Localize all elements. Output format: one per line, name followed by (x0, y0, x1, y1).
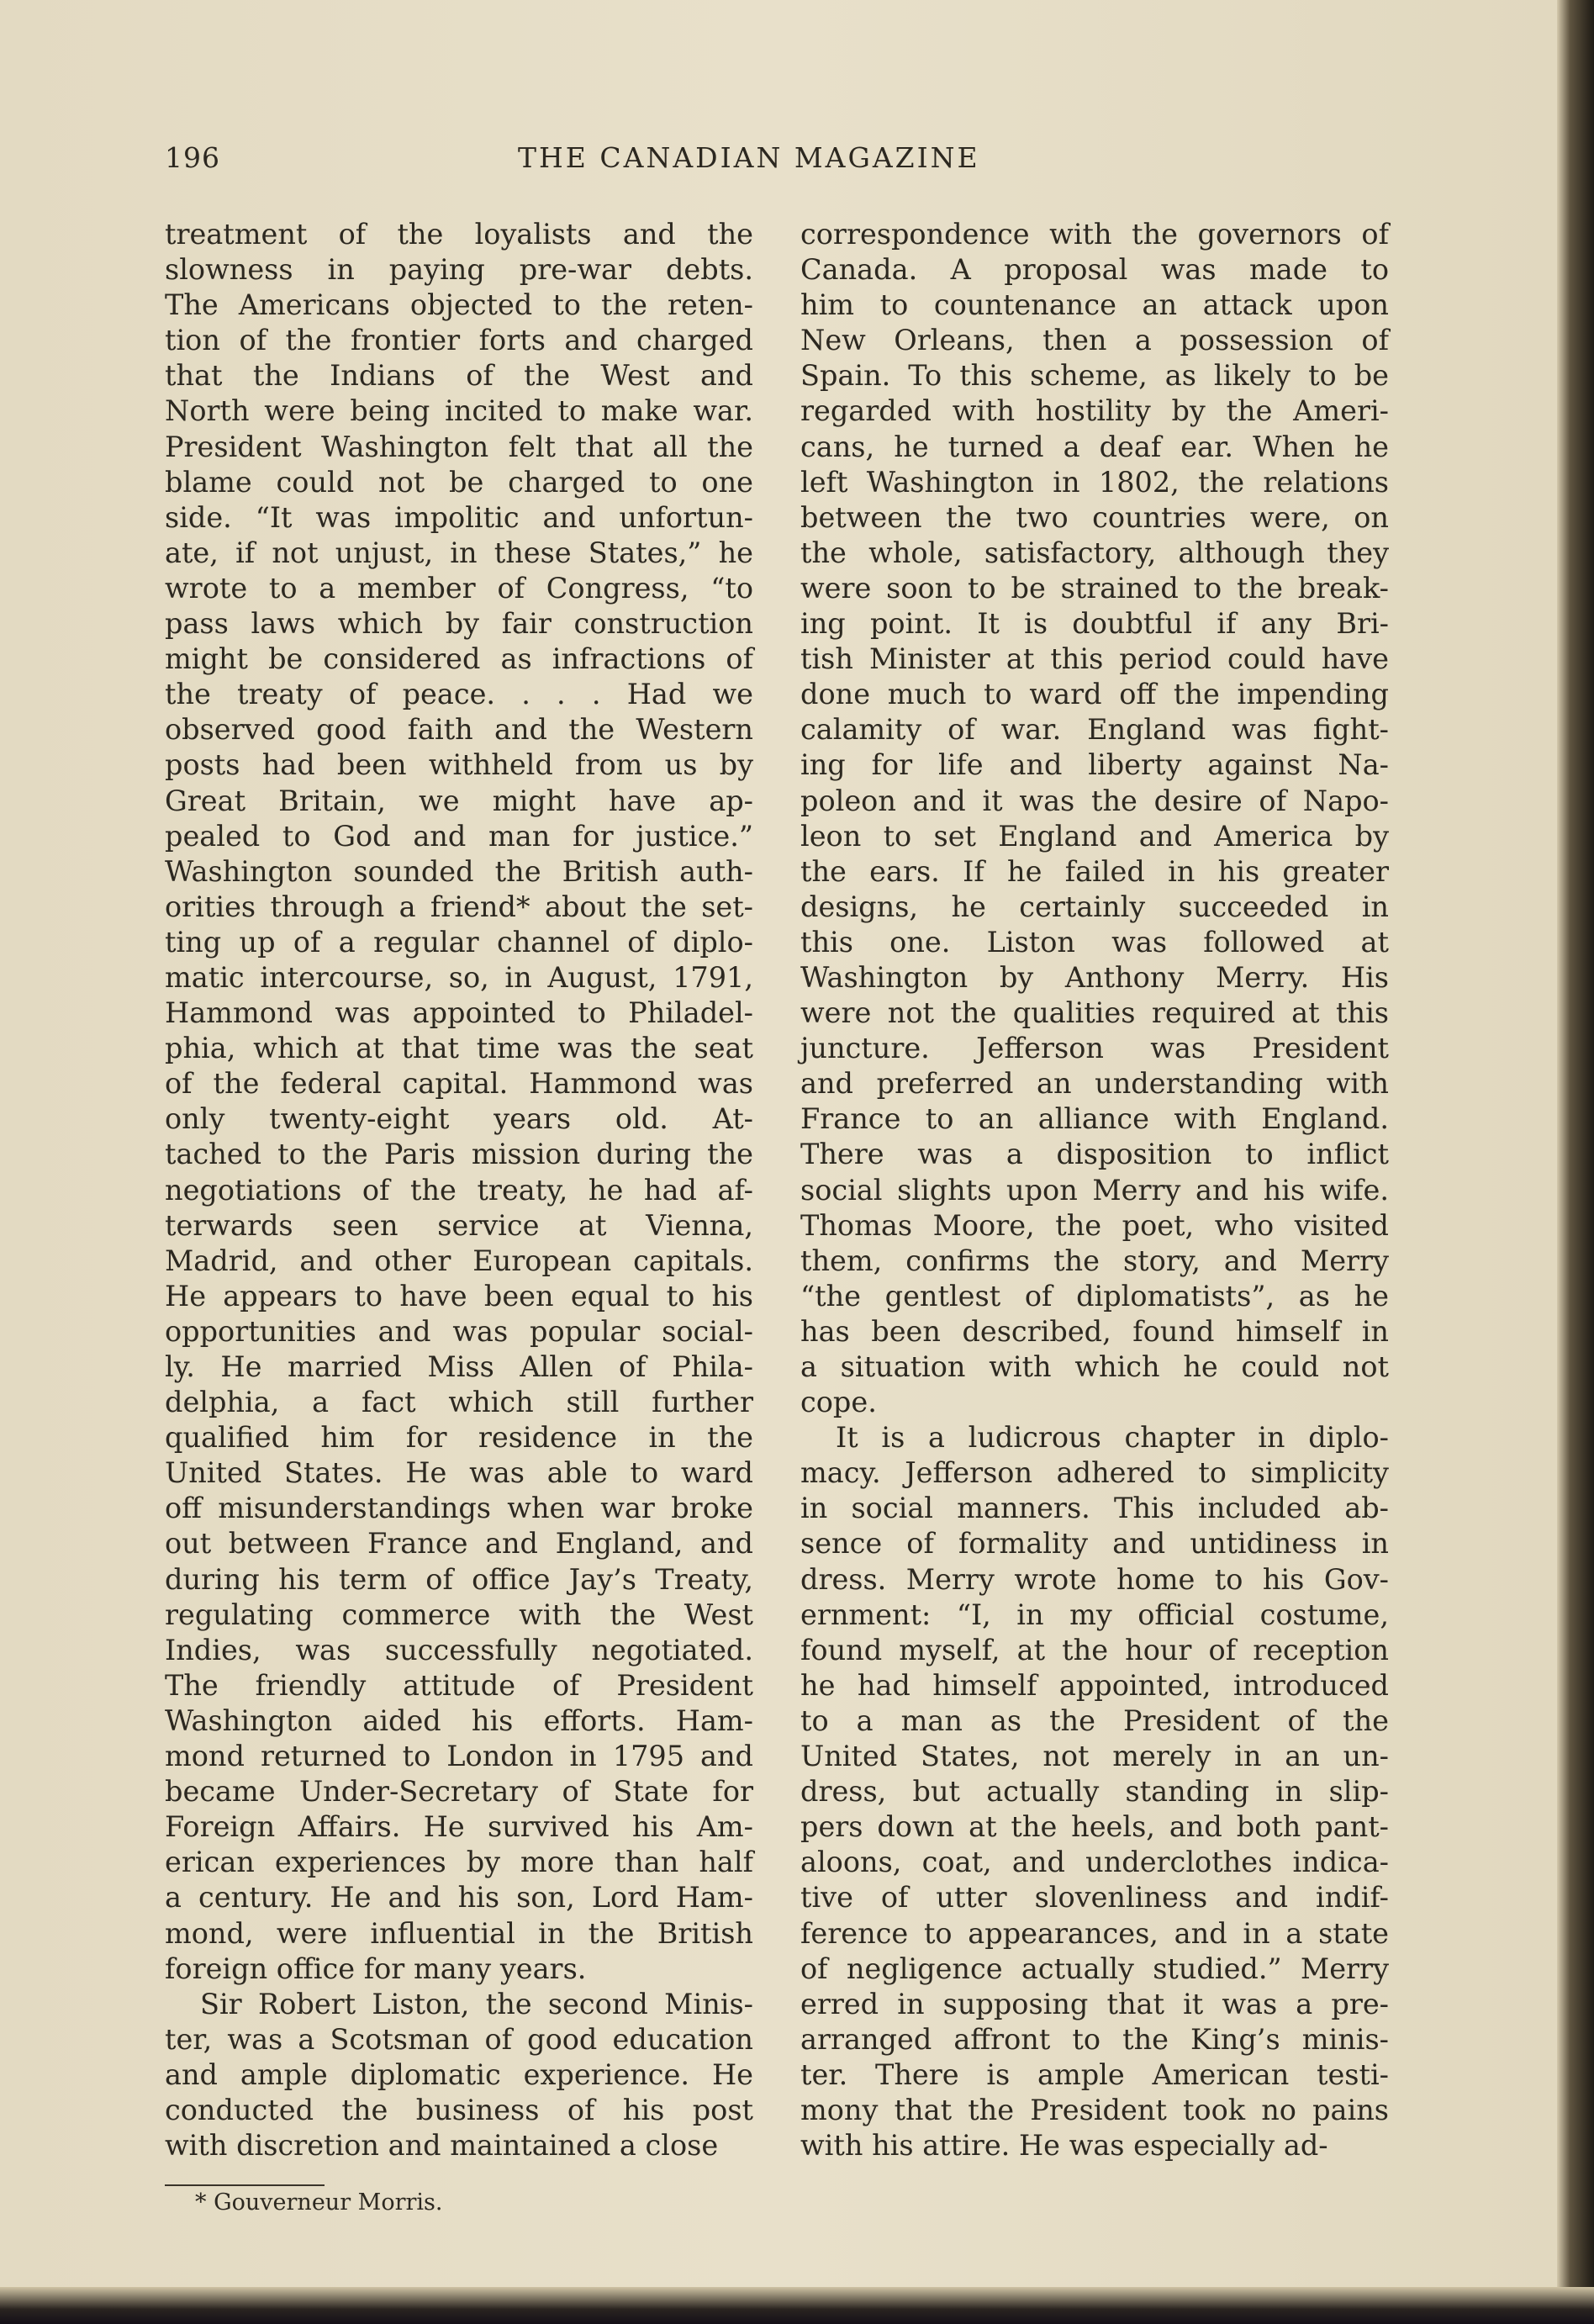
text-line: ference to appearances, and in a state (800, 1916, 1389, 1950)
text-line: regulating commerce with the West (165, 1598, 753, 1631)
text-line: aloons, coat, and underclothes indica- (800, 1846, 1389, 1879)
text-line: observed good faith and the Western (165, 713, 753, 747)
text-line: Madrid, and other European capitals. (165, 1244, 753, 1277)
text-line: and ample diplomatic experience. He (165, 2057, 753, 2091)
text-line: tached to the Paris mission during the (165, 1138, 753, 1171)
text-line: ting up of a regular channel of diplo- (165, 925, 753, 959)
text-line: were not the qualities required at this (800, 996, 1389, 1030)
text-line: President Washington felt that all the (165, 430, 753, 463)
text-line: United States. He was able to ward (165, 1456, 753, 1490)
text-line: found myself, at the hour of reception (800, 1633, 1389, 1666)
text-line: leon to set England and America by (800, 819, 1389, 853)
text-line: that the Indians of the West and (165, 359, 753, 393)
text-line: ly. He married Miss Allen of Phila- (165, 1350, 753, 1383)
text-line: United States, not merely in an un- (800, 1740, 1389, 1773)
text-line: ernment: “I, in my official costume, (800, 1598, 1389, 1631)
text-line: side. “It was impolitic and unfortun- (165, 500, 753, 534)
text-line: became Under-Secretary of State for (165, 1775, 753, 1809)
text-line: posts had been withheld from us by (165, 748, 753, 782)
text-line: opportunities and was popular social- (165, 1314, 753, 1348)
text-line: France to an alliance with England. (800, 1102, 1389, 1136)
text-line: during his term of office Jay’s Treaty, (165, 1562, 753, 1596)
left-text-column (165, 217, 753, 2163)
text-line: ing for life and liberty against Na- (800, 748, 1389, 782)
text-line: and preferred an understanding with (800, 1067, 1389, 1101)
text-line: Canada. A proposal was made to (800, 253, 1389, 287)
text-line: out between France and England, and (165, 1527, 753, 1561)
text-line: juncture. Jefferson was President (800, 1032, 1389, 1065)
text-line: him to countenance an attack upon (800, 288, 1389, 322)
text-line: delphia, a fact which still further (165, 1386, 753, 1419)
text-line: “the gentlest of diplomatists”, as he (800, 1279, 1389, 1313)
text-line: Indies, was successfully negotiated. (165, 1633, 753, 1666)
text-line: He appears to have been equal to his (165, 1279, 753, 1313)
text-line: off misunderstandings when war broke (165, 1492, 753, 1525)
text-line: he had himself appointed, introduced (800, 1668, 1389, 1702)
text-line: with his attire. He was especially ad- (800, 2129, 1328, 2163)
text-line: them, confirms the story, and Merry (800, 1244, 1389, 1277)
text-line: mond, were influential in the British (165, 1916, 753, 1950)
text-line: a century. He and his son, Lord Ham- (165, 1881, 753, 1915)
text-line: Thomas Moore, the poet, who visited (800, 1208, 1389, 1242)
text-line: poleon and it was the desire of Napo- (800, 784, 1389, 817)
text-line: Great Britain, we might have ap- (165, 784, 753, 817)
text-line: matic intercourse, so, in August, 1791, (165, 960, 753, 994)
text-line: calamity of war. England was fight- (800, 713, 1389, 747)
text-line: pass laws which by fair construction (165, 607, 753, 641)
text-line: tion of the frontier forts and charged (165, 324, 753, 357)
text-line: cans, he turned a deaf ear. When he (800, 430, 1389, 463)
text-line: wrote to a member of Congress, “to (165, 571, 753, 605)
text-line: of the federal capital. Hammond was (165, 1067, 753, 1101)
text-line: negotiations of the treaty, he had af- (165, 1173, 753, 1207)
text-line: this one. Liston was followed at (800, 925, 1389, 959)
text-line: tish Minister at this period could have (800, 642, 1389, 676)
text-line: Washington aided his efforts. Ham- (165, 1703, 753, 1737)
page-bottom-edge (0, 2287, 1594, 2324)
text-line: treatment of the loyalists and the (165, 218, 753, 251)
text-line: terwards seen service at Vienna, (165, 1208, 753, 1242)
text-line: mond returned to London in 1795 and (165, 1740, 753, 1773)
running-title: THE CANADIAN MAGAZINE (518, 141, 980, 174)
text-line: Foreign Affairs. He survived his Am- (165, 1810, 753, 1844)
footnote: * Gouverneur Morris. (195, 2189, 443, 2216)
text-line: pers down at the heels, and both pant- (800, 1810, 1389, 1844)
text-line: blame could not be charged to one (165, 465, 753, 499)
text-line: social slights upon Merry and his wife. (800, 1173, 1389, 1207)
text-line: Washington by Anthony Merry. His (800, 960, 1389, 994)
text-line: Spain. To this scheme, as likely to be (800, 359, 1389, 393)
text-line: The friendly attitude of President (165, 1668, 753, 1702)
text-line: regarded with hostility by the Ameri- (800, 394, 1389, 428)
text-line: conducted the business of his post (165, 2093, 753, 2126)
text-line: dress, but actually standing in slip- (800, 1775, 1389, 1809)
text-line: between the two countries were, on (800, 500, 1389, 534)
text-line: phia, which at that time was the seat (165, 1032, 753, 1065)
text-line: a situation with which he could not (800, 1350, 1389, 1383)
text-line: correspondence with the governors of (800, 218, 1389, 251)
text-line: cope. (800, 1386, 877, 1419)
text-line: orities through a friend* about the set- (165, 890, 753, 923)
right-text-column (800, 217, 1389, 2163)
text-line: were soon to be strained to the break- (800, 571, 1389, 605)
text-line: mony that the President took no pains (800, 2093, 1389, 2126)
text-line: left Washington in 1802, the relations (800, 465, 1389, 499)
text-line: in social manners. This included ab- (800, 1492, 1389, 1525)
text-line: It is a ludicrous chapter in diplo- (836, 1421, 1389, 1455)
text-line: Washington sounded the British auth- (165, 854, 753, 888)
text-line: dress. Merry wrote home to his Gov- (800, 1562, 1389, 1596)
text-line: erred in supposing that it was a pre- (800, 1987, 1389, 2020)
text-line: ter. There is ample American testi- (800, 2057, 1389, 2091)
text-line: Hammond was appointed to Philadel- (165, 996, 753, 1030)
text-line: qualified him for residence in the (165, 1421, 753, 1455)
text-line: only twenty-eight years old. At- (165, 1102, 753, 1136)
text-line: the treaty of peace. . . . Had we (165, 678, 753, 711)
text-line: to a man as the President of the (800, 1703, 1389, 1737)
text-line: North were being incited to make war. (165, 394, 753, 428)
text-line: has been described, found himself in (800, 1314, 1389, 1348)
text-line: Sir Robert Liston, the second Minis- (200, 1987, 753, 2020)
book-spine-shadow (1557, 0, 1594, 2324)
text-line: designs, he certainly succeeded in (800, 890, 1389, 923)
text-line: slowness in paying pre-war debts. (165, 253, 753, 287)
text-line: pealed to God and man for justice.” (165, 819, 753, 853)
text-line: the ears. If he failed in his greater (800, 854, 1389, 888)
text-line: might be considered as infractions of (165, 642, 753, 676)
text-line: ate, if not unjust, in these States,” he (165, 536, 753, 569)
text-line: There was a disposition to inflict (800, 1138, 1389, 1171)
text-line: the whole, satisfactory, although they (800, 536, 1389, 569)
text-line: ing point. It is doubtful if any Bri- (800, 607, 1389, 641)
text-line: sence of formality and untidiness in (800, 1527, 1389, 1561)
text-line: erican experiences by more than half (165, 1846, 753, 1879)
text-line: ter, was a Scotsman of good education (165, 2022, 753, 2056)
text-line: with discretion and maintained a close (165, 2129, 719, 2163)
text-line: New Orleans, then a possession of (800, 324, 1389, 357)
text-line: arranged affront to the King’s minis- (800, 2022, 1389, 2056)
footnote-rule (165, 2184, 325, 2186)
text-line: of negligence actually studied.” Merry (800, 1952, 1389, 1985)
text-line: The Americans objected to the reten- (165, 288, 753, 322)
text-line: foreign office for many years. (165, 1952, 587, 1985)
text-line: tive of utter slovenliness and indif- (800, 1881, 1389, 1915)
page-header (165, 141, 1392, 183)
text-line: done much to ward off the impending (800, 678, 1389, 711)
page-number: 196 (165, 141, 220, 174)
text-line: macy. Jefferson adhered to simplicity (800, 1456, 1389, 1490)
